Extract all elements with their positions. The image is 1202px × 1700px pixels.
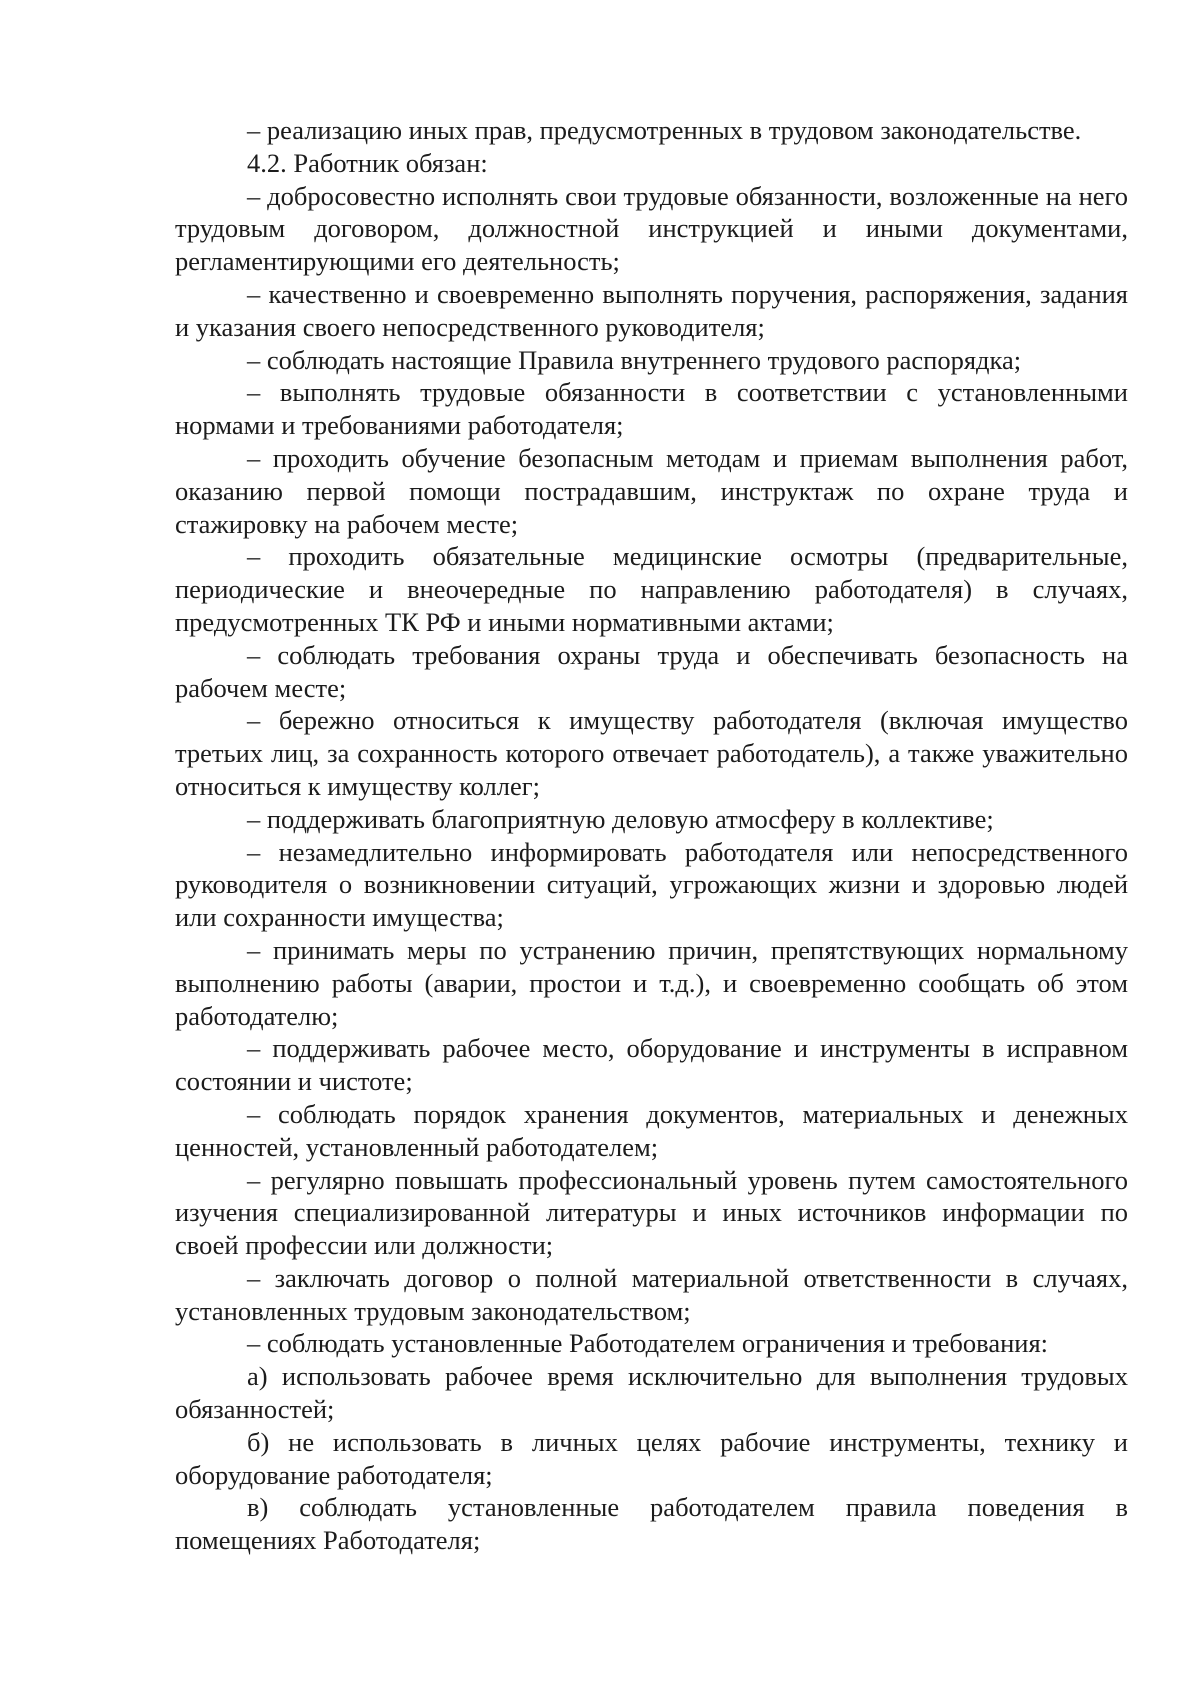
paragraph-duties-training: – проходить обучение безопасным методам и приемам выполнения работ, оказанию первой помощи пострадавшим, инструктаж по охране труда и стажировку на рабочем месте; [175,442,1128,539]
paragraph-duties-restrictions: – соблюдать установленные Работодателем ограничения и требования: [247,1328,1048,1359]
paragraph-duties-measures: – принимать меры по устранению причин, препятствующих нормальному выполнению работы (аварии, простои и т.д.), и своевременно сообщать об этом работодателю; [175,934,1128,1031]
paragraph-other-rights: – реализацию иных прав, предусмотренных в трудовом законодательстве. [247,115,1082,145]
paragraph-duties-qualification: – регулярно повышать профессиональный уровень путем самостоятельного изучения специализированной литературы и иных источников информации по своей профессии или должности; [175,1164,1128,1261]
paragraph-duties-liability: – заключать договор о полной материальной ответственности в случаях, установленных трудовым законодательством; [175,1262,1128,1326]
paragraph-duties-rules: – соблюдать настоящие Правила внутреннего трудового распорядка; [247,344,1022,375]
paragraph-duties-workplace: – поддерживать рабочее место, оборудование и инструменты в исправном состоянии и чистоте; [175,1033,1128,1097]
paragraph-duties-conscientious: – добросовестно исполнять свои трудовые обязанности, возложенные на него трудовым договором, должностной инструкцией и иными документами, регламентирующими его деятельность; [175,180,1128,277]
list-item-a: а) использовать рабочее время исключительно для выполнения трудовых обязанностей; [175,1361,1128,1425]
paragraph-duties-orders: – качественно и своевременно выполнять поручения, распоряжения, задания и указания своего непосредственного руководителя; [175,278,1128,342]
paragraph-duties-norms: – выполнять трудовые обязанности в соответствии с установленными нормами и требованиями работодателя; [175,377,1128,441]
list-item-b: б) не использовать в личных целях рабочие инструменты, технику и оборудование работодателя; [175,1426,1128,1490]
list-item-v: в) соблюдать установленные работодателем правила поведения в помещениях Работодателя; [175,1492,1128,1556]
paragraph-duties-safety: – соблюдать требования охраны труда и обеспечивать безопасность на рабочем месте; [175,639,1128,703]
document-page [175,114,1128,1557]
paragraph-duties-atmosphere: – поддерживать благоприятную деловую атмосферу в коллективе; [247,803,994,834]
section-heading-4-2: 4.2. Работник обязан: [247,147,488,178]
paragraph-duties-medical: – проходить обязательные медицинские осмотры (предварительные, периодические и внеочередные по направлению работодателя) в случаях, предусмотренных ТК РФ и иными нормативными актами; [175,541,1128,637]
paragraph-duties-inform: – незамедлительно информировать работодателя или непосредственного руководителя о возникновении ситуаций, угрожающих жизни и здоровью людей или сохранности имущества; [175,836,1128,933]
paragraph-duties-property: – бережно относиться к имуществу работодателя (включая имущество третьих лиц, за сохранность которого отвечает работодатель), а также уважительно относиться к имуществу коллег; [175,705,1128,801]
paragraph-duties-storage: – соблюдать порядок хранения документов, материальных и денежных ценностей, установленный работодателем; [175,1098,1128,1162]
